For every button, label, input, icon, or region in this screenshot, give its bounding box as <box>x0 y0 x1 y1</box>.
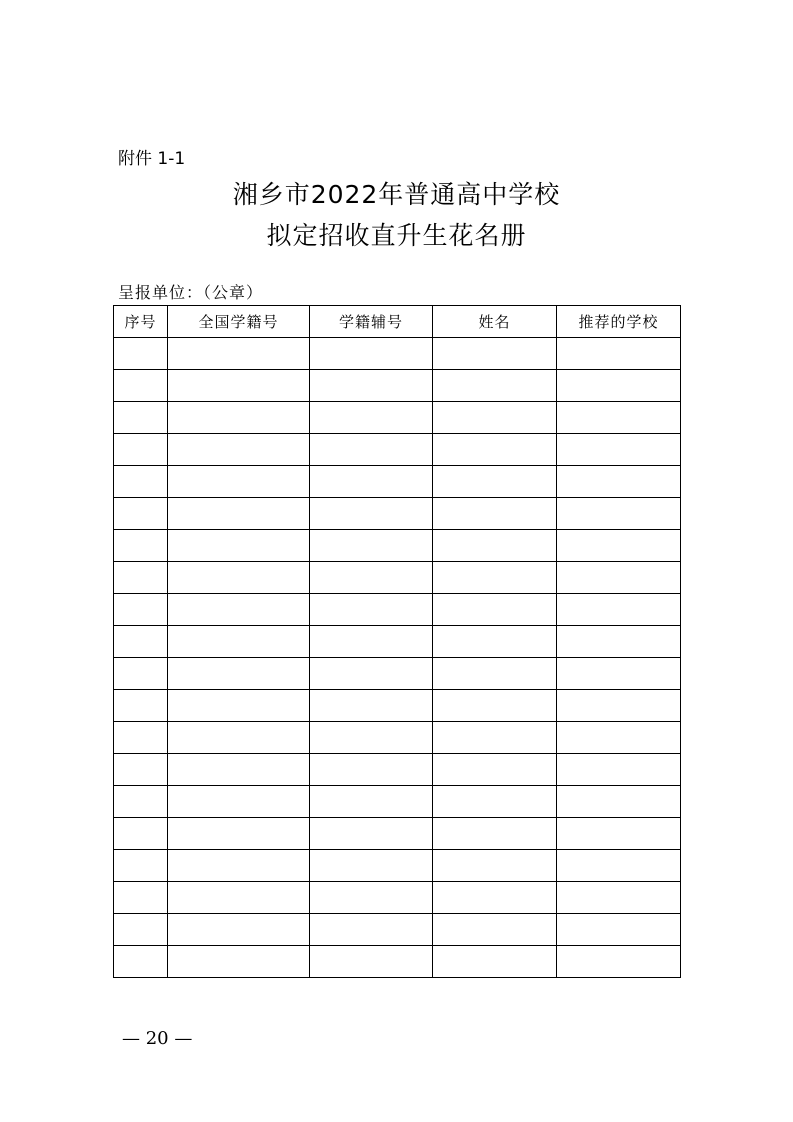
table-cell <box>557 658 681 690</box>
table-cell <box>433 882 557 914</box>
table-cell <box>310 402 433 434</box>
table-cell <box>168 402 310 434</box>
table-row <box>114 434 681 466</box>
table-cell <box>114 882 168 914</box>
table-row <box>114 786 681 818</box>
header-recommended-school: 推荐的学校 <box>557 306 681 338</box>
table-cell <box>168 818 310 850</box>
table-cell <box>168 466 310 498</box>
table-cell <box>433 786 557 818</box>
document-title-line-2: 拟定招收直升生花名册 <box>266 221 527 250</box>
table-cell <box>168 434 310 466</box>
table-cell <box>433 818 557 850</box>
table-cell <box>310 338 433 370</box>
table-cell <box>557 434 681 466</box>
table-cell <box>168 498 310 530</box>
table-cell <box>433 626 557 658</box>
table-cell <box>168 882 310 914</box>
table-cell <box>557 690 681 722</box>
table-cell <box>433 850 557 882</box>
table-row <box>114 530 681 562</box>
table-row <box>114 594 681 626</box>
table-cell <box>114 914 168 946</box>
table-cell <box>114 434 168 466</box>
table-cell <box>433 338 557 370</box>
table-cell <box>433 594 557 626</box>
table-cell <box>310 946 433 978</box>
table-row <box>114 402 681 434</box>
table-cell <box>114 466 168 498</box>
table-cell <box>433 498 557 530</box>
table-cell <box>168 594 310 626</box>
table-cell <box>114 850 168 882</box>
table-row <box>114 914 681 946</box>
table-cell <box>433 690 557 722</box>
table-cell <box>433 562 557 594</box>
table-cell <box>114 594 168 626</box>
header-national-student-id: 全国学籍号 <box>168 306 310 338</box>
table-cell <box>168 690 310 722</box>
table-cell <box>310 914 433 946</box>
table-body <box>114 338 681 978</box>
table-cell <box>557 594 681 626</box>
table-cell <box>168 914 310 946</box>
table-row <box>114 690 681 722</box>
table-cell <box>557 530 681 562</box>
table-cell <box>557 882 681 914</box>
table-cell <box>114 530 168 562</box>
table-row <box>114 754 681 786</box>
table-cell <box>433 658 557 690</box>
table-row <box>114 338 681 370</box>
table-cell <box>168 850 310 882</box>
table-cell <box>433 434 557 466</box>
table-cell <box>114 562 168 594</box>
table-cell <box>310 562 433 594</box>
table-row <box>114 658 681 690</box>
table-cell <box>310 466 433 498</box>
table-cell <box>433 946 557 978</box>
table-cell <box>310 882 433 914</box>
table-row <box>114 498 681 530</box>
table-cell <box>310 498 433 530</box>
table-cell <box>557 914 681 946</box>
table-cell <box>557 786 681 818</box>
table-cell <box>557 850 681 882</box>
table-cell <box>168 562 310 594</box>
table-cell <box>310 850 433 882</box>
table-cell <box>114 722 168 754</box>
table-cell <box>557 370 681 402</box>
table-row <box>114 466 681 498</box>
table-cell <box>557 626 681 658</box>
table-row <box>114 882 681 914</box>
table-cell <box>168 658 310 690</box>
table-cell <box>557 818 681 850</box>
page-number: — 20 — <box>122 1028 193 1049</box>
table-cell <box>114 818 168 850</box>
table-cell <box>433 402 557 434</box>
table-cell <box>557 562 681 594</box>
table-cell <box>168 946 310 978</box>
table-cell <box>557 402 681 434</box>
table-cell <box>168 370 310 402</box>
table-row <box>114 562 681 594</box>
table-cell <box>114 338 168 370</box>
table-cell <box>557 754 681 786</box>
table-header-row <box>114 306 681 338</box>
table-cell <box>310 690 433 722</box>
table-cell <box>168 786 310 818</box>
header-serial-number: 序号 <box>114 306 168 338</box>
table-cell <box>168 722 310 754</box>
table-cell <box>310 786 433 818</box>
table-row <box>114 850 681 882</box>
table-cell <box>168 626 310 658</box>
table-cell <box>114 370 168 402</box>
table-cell <box>433 370 557 402</box>
roster-table <box>113 305 681 978</box>
table-cell <box>433 530 557 562</box>
table-cell <box>114 498 168 530</box>
table-cell <box>310 594 433 626</box>
table-cell <box>310 434 433 466</box>
table-cell <box>114 626 168 658</box>
table-cell <box>114 658 168 690</box>
table-cell <box>114 690 168 722</box>
table-cell <box>310 722 433 754</box>
table-row <box>114 946 681 978</box>
header-student-aux-id: 学籍辅号 <box>310 306 433 338</box>
document-title-line-1: 湘乡市2022年普通高中学校 <box>232 180 561 209</box>
table-cell <box>310 626 433 658</box>
table-cell <box>433 722 557 754</box>
table-cell <box>168 530 310 562</box>
table-cell <box>433 914 557 946</box>
submitting-unit-label: 呈报单位：（公章） <box>118 283 264 302</box>
table-cell <box>433 466 557 498</box>
table-cell <box>557 338 681 370</box>
table-cell <box>168 754 310 786</box>
table-cell <box>557 946 681 978</box>
table-row <box>114 818 681 850</box>
table-cell <box>433 754 557 786</box>
table-cell <box>168 338 310 370</box>
table-cell <box>557 722 681 754</box>
table-row <box>114 370 681 402</box>
table-cell <box>310 754 433 786</box>
table-cell <box>310 530 433 562</box>
table-row <box>114 626 681 658</box>
table-cell <box>310 818 433 850</box>
table-cell <box>557 466 681 498</box>
table-cell <box>114 402 168 434</box>
table-cell <box>310 370 433 402</box>
attachment-label: 附件 1-1 <box>118 149 186 169</box>
table-cell <box>114 946 168 978</box>
table-cell <box>557 498 681 530</box>
header-name: 姓名 <box>433 306 557 338</box>
table-row <box>114 722 681 754</box>
table-cell <box>114 786 168 818</box>
table-cell <box>114 754 168 786</box>
table-cell <box>310 658 433 690</box>
